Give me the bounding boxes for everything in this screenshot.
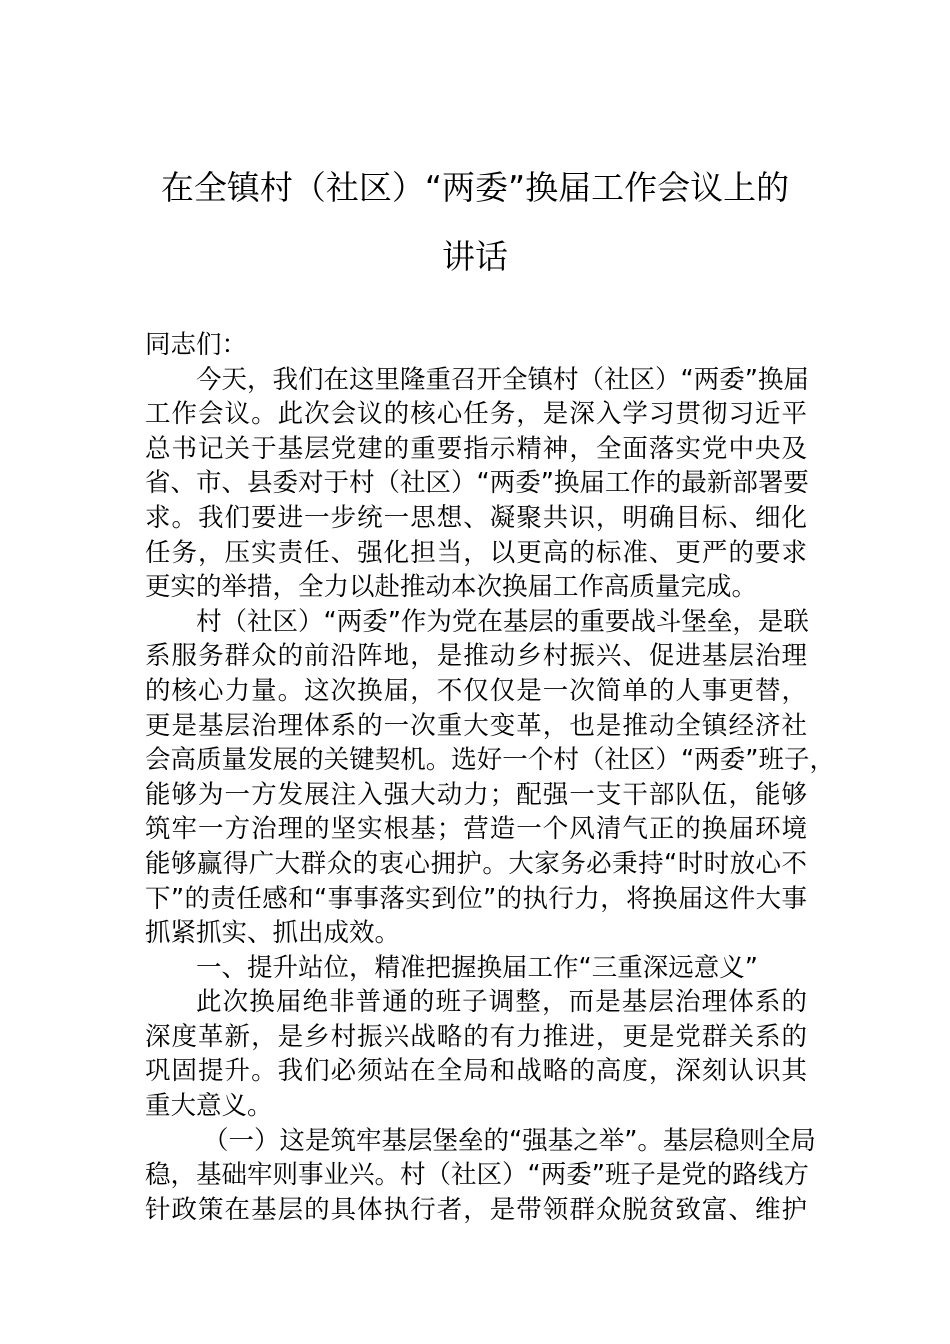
paragraph-line: 工作会议。此次会议的核心任务，是深入学习贯彻习近平 — [145, 399, 807, 430]
paragraph-line: 今天，我们在这里隆重召开全镇村（社区）“两委”换届 — [196, 364, 809, 395]
paragraph-line: 下”的责任感和“事事落实到位”的执行力，将换届这件大事 — [145, 883, 807, 914]
paragraph-line: 省、市、县委对于村（社区）“两委”换届工作的最新部署要 — [145, 468, 809, 499]
paragraph-line: 任务，压实责任、强化担当，以更高的标准、更严的要求 — [145, 537, 807, 568]
paragraph-line: 筑牢一方治理的坚实根基；营造一个风清气正的换届环境 — [145, 814, 807, 845]
paragraph-line: 深度革新，是乡村振兴战略的有力推进，更是党群关系的 — [145, 1021, 807, 1052]
paragraph-line: 抓紧抓实、抓出成效。 — [145, 918, 401, 949]
paragraph-line: 村（社区）“两委”作为党在基层的重要战斗堡垒，是联 — [196, 606, 809, 637]
paragraph-line: 针政策在基层的具体执行者，是带领群众脱贫致富、维护 — [145, 1194, 807, 1225]
document-title-line-2: 讲话 — [442, 237, 508, 276]
paragraph-line: 更实的举措，全力以赴推动本次换届工作高质量完成。 — [145, 572, 758, 603]
paragraph-line: 总书记关于基层党建的重要指示精神，全面落实党中央及 — [145, 433, 807, 464]
document-body — [145, 328, 835, 1227]
paragraph-line: 会高质量发展的关键契机。选好一个村（社区）“两委”班子， — [145, 745, 835, 776]
paragraph-line: 更是基层治理体系的一次重大变革，也是推动全镇经济社 — [145, 710, 807, 741]
salutation: 同志们： — [145, 330, 248, 360]
paragraph-line: 能够为一方发展注入强大动力；配强一支干部队伍，能够 — [145, 779, 807, 810]
document-title-line-1: 在全镇村（社区）“两委”换届工作会议上的 — [160, 168, 790, 207]
subsection-line: （一）这是筑牢基层堡垒的“强基之举”。基层稳则全局 — [203, 1125, 816, 1156]
paragraph-line: 系服务群众的前沿阵地，是推动乡村振兴、促进基层治理 — [145, 641, 807, 672]
paragraph-line: 巩固提升。我们必须站在全局和战略的高度，深刻认识其 — [145, 1056, 807, 1087]
paragraph-line: 的核心力量。这次换届，不仅仅是一次简单的人事更替， — [145, 675, 807, 706]
paragraph-line: 求。我们要进一步统一思想、凝聚共识，明确目标、细化 — [145, 502, 807, 533]
paragraph-line: 稳，基础牢则事业兴。村（社区）“两委”班子是党的路线方 — [145, 1160, 809, 1191]
paragraph-line: 重大意义。 — [145, 1091, 273, 1122]
paragraph-line: 此次换届绝非普通的班子调整，而是基层治理体系的 — [196, 987, 807, 1018]
paragraph-line: 能够赢得广大群众的衷心拥护。大家务必秉持“时时放心不 — [145, 848, 807, 879]
section-heading: 一、提升站位，精准把握换届工作“三重深远意义” — [196, 952, 758, 983]
